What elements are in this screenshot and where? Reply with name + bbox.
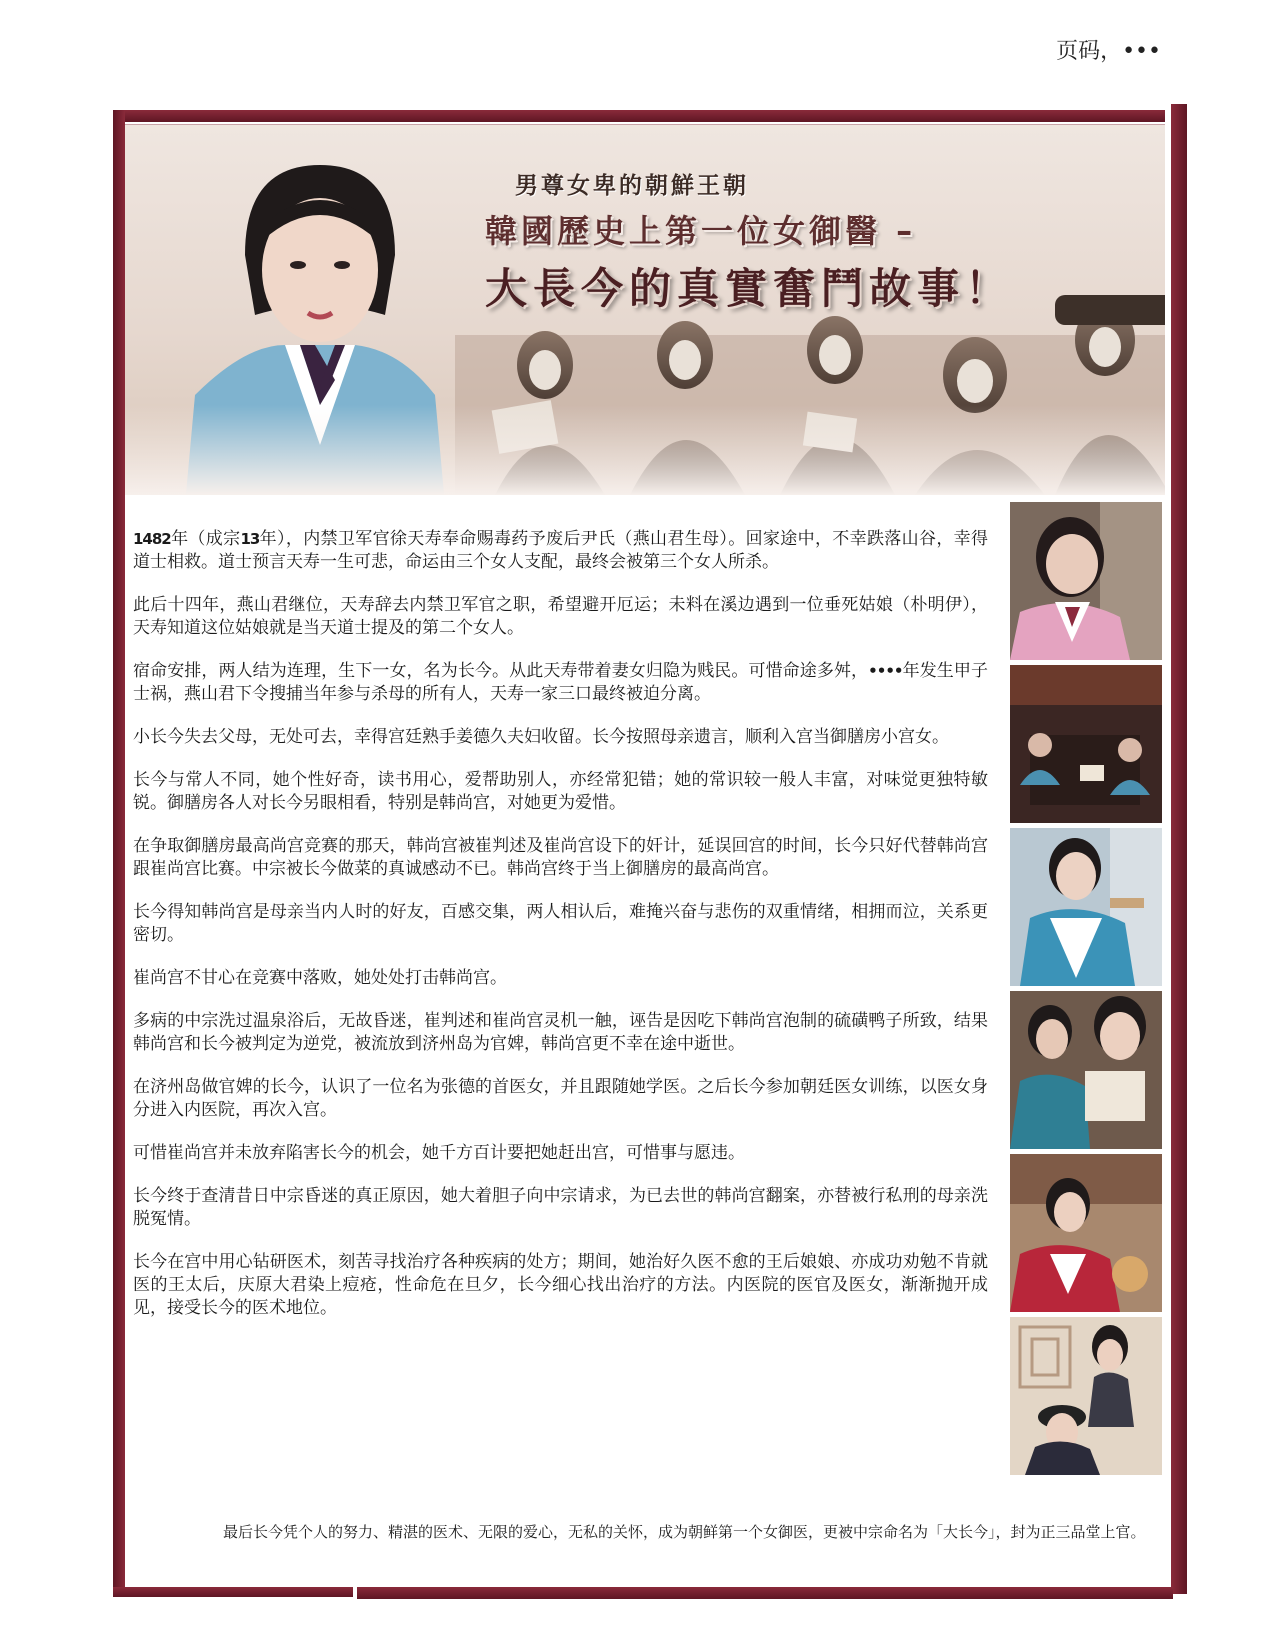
banner-line-1: 男尊女卑的朝鮮王朝 [515, 173, 749, 199]
paragraph-6: 在争取御膳房最高尚宫竞赛的那天，韩尚宫被崔判述及崔尚宫设下的奸计，延误回宫的时间，长今只好代替韩尚宫跟崔尚宫比赛。中宗被长今做菜的真诚感动不已。韩尚宫终于当上御膳房的最高尚宫。 [133, 836, 988, 879]
paragraph-13: 长今在宫中用心钻研医术，刻苦寻找治疗各种疾病的处方；期间，她治好久医不愈的王后娘娘、亦成功劝勉不肯就医的王太后，庆原大君染上痘疮，性命危在旦夕，长今细心找出治疗的方法。内医院的医官及医女，渐渐抛开成见，接受长今的医术地位。 [133, 1252, 988, 1318]
frame-bottom-right [357, 1587, 1173, 1599]
photo-strip [1010, 502, 1162, 1480]
photo-red-robe [1010, 1154, 1162, 1312]
frame-left [113, 110, 125, 1597]
photo-young-changgeum [1010, 502, 1162, 660]
paragraph-4: 小长今失去父母，无处可去，幸得宫廷熟手姜德久夫妇收留。长今按照母亲遗言，顺利入宫当御膳房小宫女。 [133, 727, 949, 747]
year-13: 13 [240, 530, 260, 548]
paragraph-12: 长今终于查清昔日中宗昏迷的真正原因，她大着胆子向中宗请求，为已去世的韩尚宫翻案，亦替被行私刑的母亲洗脱冤情。 [133, 1186, 988, 1229]
photo-reading-women [1010, 991, 1162, 1149]
photo-court-ladies [1010, 1317, 1162, 1475]
paragraph-1: 1482年（成宗13年），内禁卫军官徐天寿奉命赐毒药予废后尹氏（燕山君生母）。回家途中，不幸跌落山谷，幸得道士相救。道士预言天寿一生可悲，命运由三个女人支配，最终会被第三个女人所杀。 [133, 529, 989, 572]
photo-cooking [1010, 828, 1162, 986]
paragraph-11: 可惜崔尚宫并未放弃陷害长今的机会，她千方百计要把她赶出宫，可惜事与愿违。 [133, 1143, 745, 1163]
banner-fade [125, 405, 1165, 495]
closing-paragraph: 最后长今凭个人的努力、精湛的医术、无限的爱心，无私的关怀，成为朝鲜第一个女御医，更被中宗命名为「大长今」，封为正三品堂上官。 [223, 1523, 1146, 1541]
frame-top [113, 110, 1165, 122]
year-1482: 1482 [133, 530, 171, 548]
paragraph-8: 崔尚宫不甘心在竞赛中落败，她处处打击韩尚宫。 [133, 968, 507, 988]
paragraph-9: 多病的中宗洗过温泉浴后，无故昏迷，崔判述和崔尚宫灵机一触，诬告是因吃下韩尚宫泡制的硫磺鸭子所致，结果韩尚宫和长今被判定为逆党，被流放到济州岛为官婢，韩尚宫更不幸在途中逝世。 [133, 1011, 988, 1054]
banner-line-2: 韓國歷史上第一位女御醫 – [485, 212, 917, 250]
frame-bottom-left [113, 1587, 353, 1597]
paragraph-7: 长今得知韩尚宫是母亲当内人时的好友，百感交集，两人相认后，难掩兴奋与悲伤的双重情绪，相拥而泣，关系更密切。 [133, 902, 988, 945]
banner-line-3: 大長今的真實奮鬥故事！ [485, 264, 1014, 313]
paragraph-10: 在济州岛做官婢的长今，认识了一位名为张德的首医女，并且跟随她学医。之后长今参加朝廷医女训练，以医女身分进入内医院，再次入宫。 [133, 1077, 988, 1120]
title-banner [125, 125, 1165, 495]
photo-kitchen-hall [1010, 665, 1162, 823]
story-text [133, 528, 988, 1340]
banner-title [415, 167, 1155, 316]
frame-right [1171, 104, 1187, 1594]
paragraph-2: 此后十四年，燕山君继位，天寿辞去内禁卫军官之职，希望避开厄运；未料在溪边遇到一位垂死姑娘（朴明伊），天寿知道这位姑娘就是当天道士提及的第二个女人。 [133, 595, 988, 638]
page-number: 页码，••• [1056, 39, 1161, 64]
paragraph-3: 宿命安排，两人结为连理，生下一女，名为长今。从此天寿带着妻女归隐为贱民。可惜命途多舛，••••年发生甲子士祸，燕山君下令搜捕当年参与杀母的所有人，天寿一家三口最终被迫分离。 [133, 661, 988, 704]
year-placeholder: •••• [868, 662, 903, 680]
paragraph-5: 长今与常人不同，她个性好奇，读书用心，爱帮助别人，亦经常犯错；她的常识较一般人丰富，对味觉更独特敏锐。御膳房各人对长今另眼相看，特别是韩尚宫，对她更为爱惜。 [133, 770, 988, 813]
